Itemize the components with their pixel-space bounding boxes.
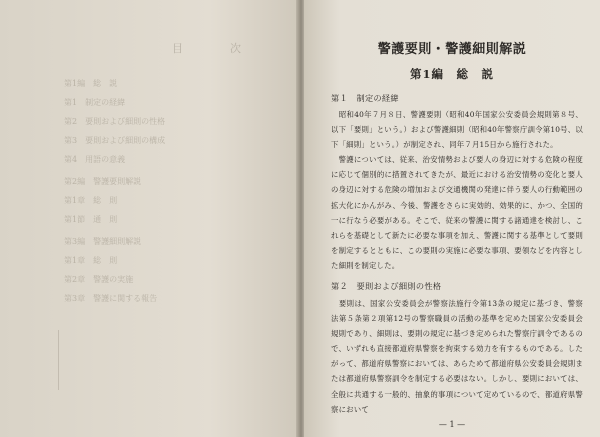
section-heading-2: 第２ 要則および細則の性格 (331, 281, 442, 291)
toc-heading: 目 次 (172, 42, 259, 55)
toc-entry: 第1章 総 則 (64, 256, 118, 265)
page-number: — 1 — (438, 420, 466, 429)
toc-entry: 第3編 警護細則解説 (64, 237, 142, 246)
body-paragraph-1: 昭和40年７月８日、警護要則（昭和40年国家公安委員会規則第８号、以下「要則」という。）および警護細則（昭和40年警察庁訓令第10号、以下「細則」という。）が制定され、同年７月15日から施行された。 警護については、従来、治安情勢および要人の身辺に対する危険の程度に応じて個別的に措置されてきたが、最近における治安情勢の変化と要人の身辺に対する危険の増加および交通機関の発達に伴う要人の行動範囲の拡大化にかんがみ、今後、警護をさらに実効的、効果的に、かつ、全国的一に行なう必要がある。そこで、従来の警護に関する諸通達を検討し、これらを基礎として新たに必要な事項を加え、警護に関する基準として要則を制定するとともに、この要則の実施に必要な事項、要領などを内容とした細則を制定した。 (331, 110, 583, 270)
page-title: 警護要則・警護細則解説 (377, 42, 527, 57)
toc-entry: 第4 用語の意義 (64, 155, 126, 164)
chapter-heading: 第1編 総 説 (409, 67, 494, 81)
section-heading-1: 第１ 制定の経緯 (331, 93, 399, 103)
toc-entry: 第1節 通 則 (64, 215, 118, 224)
bleed-mark (58, 330, 67, 390)
toc-entry: 第1編 総 説 (64, 79, 118, 88)
toc-entry: 第2章 警護の実施 (64, 275, 134, 284)
toc-entry: 第3章 警護に関する報告 (64, 294, 158, 303)
body-paragraph-2: 要則は、国家公安委員会が警察法施行令第13条の規定に基づき、警察法第５条第２項第12号の警察職員の活動の基準を定めた国家公安委員会規則であり、細則は、要則の規定に基づき定められた警察庁訓令であるので、いずれも直接都道府県警察を拘束する効力を有するものである。したがって、都道府県警察においては、あらためて都道府県公安委員会規則または都道府県警察訓令を制定する必要はない。しかし、要則においては、全般に共通する一般的、抽象的事項について定めているので、都道府県警察において (331, 299, 583, 414)
toc-entry: 第3 要則および細則の構成 (64, 136, 166, 145)
toc-entry: 第1 制定の経緯 (64, 98, 126, 107)
toc-entry: 第1章 総 則 (64, 196, 118, 205)
toc-entry: 第2 要則および細則の性格 (64, 117, 166, 126)
toc-entry: 第2編 警護要則解説 (64, 177, 142, 186)
